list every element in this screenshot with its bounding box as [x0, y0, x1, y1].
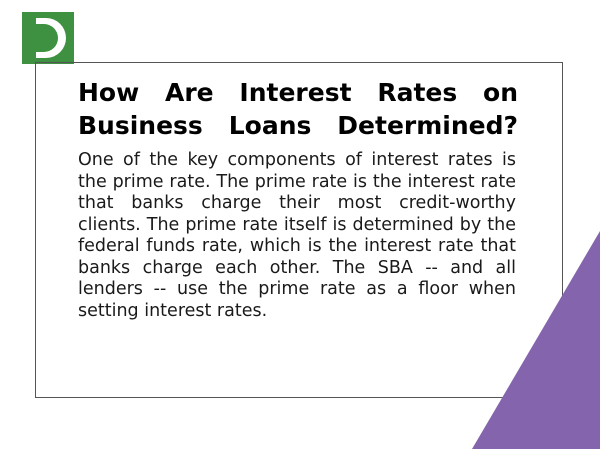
- green-leaf-logo-icon: [22, 12, 74, 64]
- page-title: How Are Interest Rates on Business Loans Determined?: [78, 78, 518, 141]
- slide-body-text: One of the key components of interest rates is the prime rate. The prime rate is the interest rate that banks charge their most credit-worthy clients. The prime rate itself is determined by the federal funds rate, which is the interest rate that banks charge each other. The SBA -- and all lenders -- use the prime rate as a floor when setting interest rates.: [78, 150, 516, 321]
- slide-content: [78, 76, 518, 143]
